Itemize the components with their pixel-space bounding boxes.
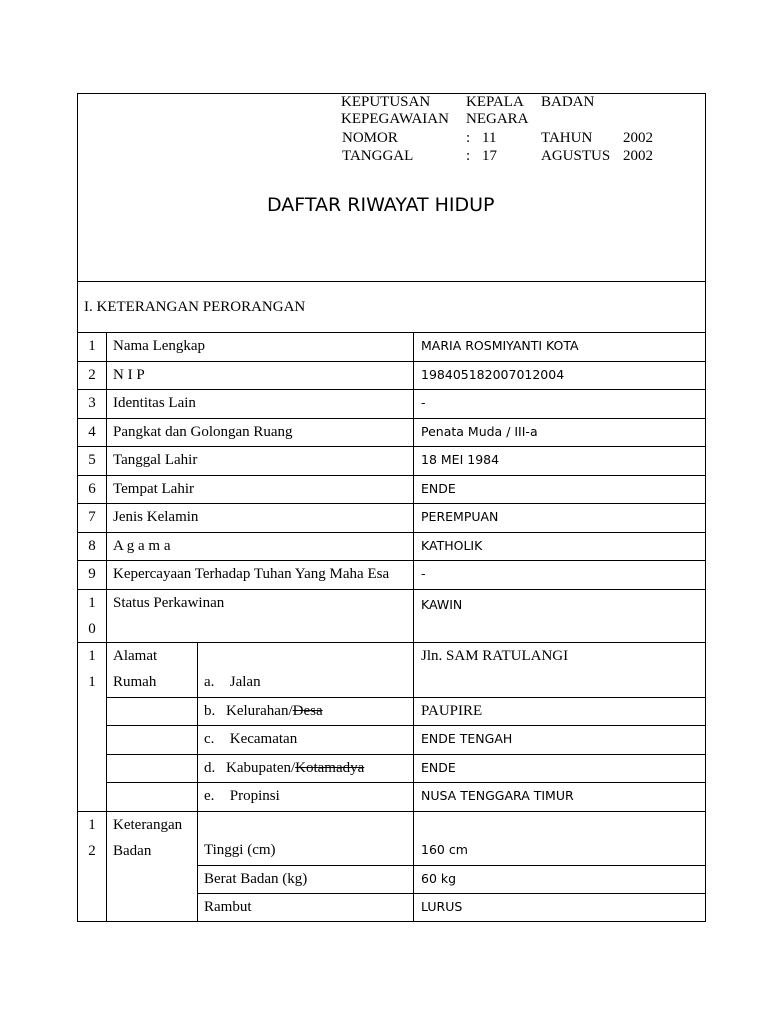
table-row: [78, 333, 706, 362]
row-number: 7: [78, 504, 107, 533]
item-label: Kecamatan: [229, 731, 298, 747]
table-row: [78, 504, 706, 533]
row-label: Tempat Lahir: [107, 476, 414, 504]
section-title: I. KETERANGAN PERORANGAN: [84, 299, 306, 315]
item-letter: a.: [204, 674, 215, 690]
row-number: 9: [78, 561, 107, 590]
row-label: Tanggal Lahir: [107, 447, 414, 476]
body-label-line-1: Keterangan: [113, 817, 183, 833]
body-item-value: 60 kg: [414, 866, 706, 894]
row-number: 8: [78, 533, 107, 561]
data-table: [77, 332, 706, 922]
row-value: -: [414, 561, 706, 590]
address-item-value: PAUPIRE: [414, 698, 706, 726]
row-value: MARIA ROSMIYANTI KOTA: [414, 333, 706, 362]
address-item-value: ENDE TENGAH: [414, 726, 706, 755]
address-item-label: [198, 698, 414, 726]
header-nomor-value: 11: [482, 130, 497, 146]
header-tanggal-colon: :: [466, 148, 471, 164]
body-item-label: Rambut: [198, 894, 414, 922]
item-label: Kabupaten/: [226, 760, 296, 776]
row-label: Pangkat dan Golongan Ruang: [107, 419, 414, 447]
body-row: [78, 812, 706, 866]
row-number: 4: [78, 419, 107, 447]
address-row: [78, 698, 706, 726]
body-item-value: 160 cm: [414, 812, 706, 866]
item-letter: c.: [204, 731, 215, 747]
item-label: Propinsi: [229, 788, 280, 804]
address-label-line-2: Rumah: [113, 674, 157, 690]
header-nomor-label: NOMOR: [342, 130, 398, 146]
empty-cell: [107, 726, 198, 755]
table-row: [78, 390, 706, 419]
struck-text: Desa: [292, 703, 323, 719]
address-row: [78, 783, 706, 812]
row-label: Identitas Lain: [107, 390, 414, 419]
header-tanggal-label: TANGGAL: [342, 148, 414, 164]
row-number: [78, 590, 107, 643]
address-row: [78, 643, 706, 698]
row-number: 2: [78, 362, 107, 390]
header-kepegawaian: KEPEGAWAIAN: [341, 111, 449, 127]
item-letter: b.: [204, 703, 216, 719]
row-value: 18 MEI 1984: [414, 447, 706, 476]
body-item-label: Tinggi (cm): [198, 812, 414, 866]
row-number: [78, 643, 107, 812]
empty-cell: [107, 698, 198, 726]
header-kepala: KEPALA: [466, 94, 524, 110]
header-tahun-value: 2002: [623, 130, 653, 146]
body-label-line-2: Badan: [113, 843, 152, 859]
address-item-value: NUSA TENGGARA TIMUR: [414, 783, 706, 812]
row-number-line-1: 1: [88, 595, 96, 611]
row-value: KAWIN: [414, 590, 706, 643]
body-item-value: LURUS: [414, 894, 706, 922]
address-row: [78, 726, 706, 755]
row-number: 3: [78, 390, 107, 419]
row-number-line-2: 1: [88, 674, 96, 690]
table-row: [78, 561, 706, 590]
table-row: [78, 419, 706, 447]
header-year: 2002: [623, 148, 653, 164]
header-tahun-label: TAHUN: [541, 130, 593, 146]
address-label-line-1: Alamat: [113, 648, 158, 664]
row-number: [78, 812, 107, 922]
row-label: N I P: [107, 362, 414, 390]
address-item-label: [198, 783, 414, 812]
row-number: 6: [78, 476, 107, 504]
header-tanggal-value: 17: [482, 148, 497, 164]
header-month: AGUSTUS: [541, 148, 611, 164]
section-box: [77, 281, 706, 333]
empty-cell: [107, 783, 198, 812]
row-value: ENDE: [414, 476, 706, 504]
table-row: [78, 362, 706, 390]
row-value: KATHOLIK: [414, 533, 706, 561]
body-item-label: Berat Badan (kg): [198, 866, 414, 894]
row-value: PEREMPUAN: [414, 504, 706, 533]
address-group-label: [107, 643, 198, 698]
item-letter: d.: [204, 760, 216, 776]
row-label: Status Perkawinan: [107, 590, 414, 643]
address-item-value: ENDE: [414, 755, 706, 783]
row-value: Penata Muda / III-a: [414, 419, 706, 447]
address-item-value: Jln. SAM RATULANGI: [414, 643, 706, 698]
document-title: DAFTAR RIWAYAT HIDUP: [267, 194, 495, 216]
empty-cell: [107, 755, 198, 783]
header-negara: NEGARA: [466, 111, 529, 127]
header-nomor-colon: :: [466, 130, 471, 146]
header-badan: BADAN: [541, 94, 595, 110]
table-row: [78, 447, 706, 476]
body-group-label: [107, 812, 198, 922]
item-letter: e.: [204, 788, 215, 804]
row-label: Kepercayaan Terhadap Tuhan Yang Maha Esa: [107, 561, 414, 590]
row-number-line-1: 1: [88, 817, 96, 833]
struck-text: Kotamadya: [295, 760, 365, 776]
address-item-label: [198, 726, 414, 755]
row-number-line-2: 0: [88, 621, 96, 637]
address-row: [78, 755, 706, 783]
table-row: [78, 590, 706, 643]
row-number-line-1: 1: [88, 648, 96, 664]
item-label: Jalan: [229, 674, 261, 690]
row-number: 1: [78, 333, 107, 362]
row-number: 5: [78, 447, 107, 476]
table-row: [78, 533, 706, 561]
row-value: -: [414, 390, 706, 419]
header-keputusan: KEPUTUSAN: [341, 94, 431, 110]
row-value: 198405182007012004: [414, 362, 706, 390]
address-item-label: [198, 755, 414, 783]
table-row: [78, 476, 706, 504]
row-label: Jenis Kelamin: [107, 504, 414, 533]
row-label: A g a m a: [107, 533, 414, 561]
row-number-line-2: 2: [88, 843, 96, 859]
address-item-label: [198, 643, 414, 698]
item-label: Kelurahan/: [226, 703, 293, 719]
row-label: Nama Lengkap: [107, 333, 414, 362]
